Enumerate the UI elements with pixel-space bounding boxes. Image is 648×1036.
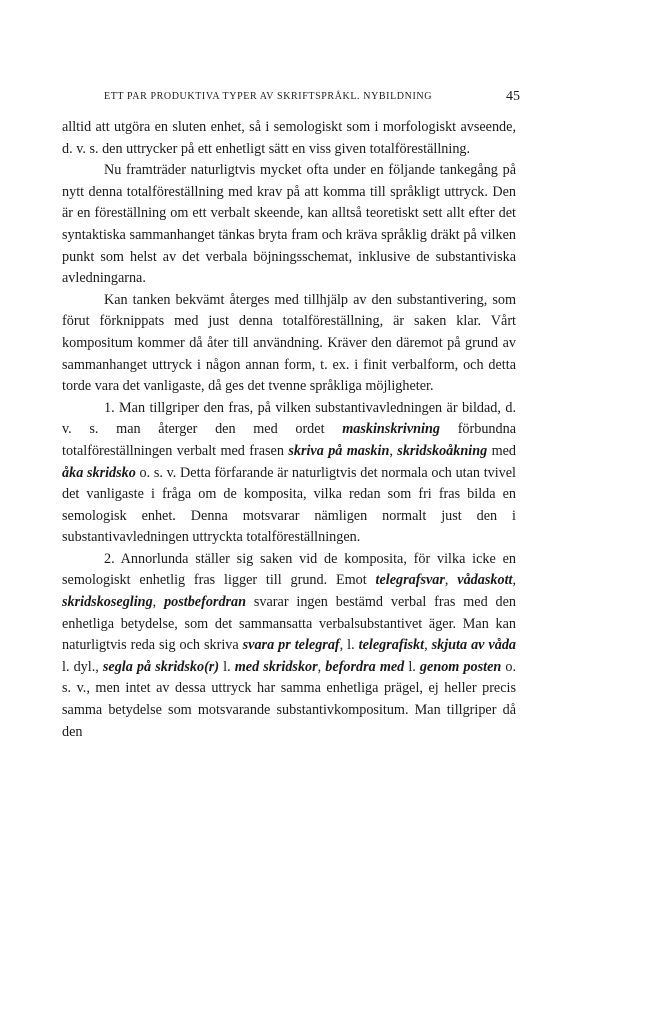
paragraph	[62, 549, 516, 743]
italic-term: skridskosegling	[62, 594, 153, 611]
text-run: l.	[219, 658, 235, 675]
text-run: med	[487, 442, 517, 459]
italic-term: åka skridsko	[62, 464, 136, 481]
italic-term: telegrafiskt	[358, 637, 425, 654]
text-run: ,	[317, 658, 326, 675]
text-run: svarar ingen bestämd verbal fras med den enhetliga betydelse, som det sammansatta verbalsubstantivet äger. Man kan naturligtvis reda sig och skriva	[62, 594, 516, 654]
italic-term: telegrafsvar	[375, 572, 445, 589]
text-run: Nu framträder naturligtvis mycket ofta under en följande tankegång på nytt denna totalföreställning med krav på att komma till språkligt uttryck. Den är en föreställning om ett verbalt skeende, kan alltså teoretiskt sett allt efter det syntaktiska sammanhanget tänkas bryta fram och kräva språklig dräkt på vilken punkt som helst av det verbala böjningsschemat, inklusive de substantiviska avledningarna.	[62, 162, 516, 287]
italic-term: maskinskrivning	[342, 421, 440, 438]
text-run: 1. Man tillgriper den fras, på vilken substantivavledningen är bildad, d. v. s. man återger den med ordet	[62, 399, 516, 438]
text-run: ,	[152, 594, 165, 611]
italic-term: postbefordran	[164, 594, 247, 611]
italic-term: svara pr telegraf	[242, 637, 340, 654]
text-run: ,	[444, 572, 458, 589]
text-run: o. s. v. Detta förfarande är naturligtvis det normala och utan tvivel det vanligaste i fråga om de komposita, vilka redan som fri fras bilda en semologisk enhet. Denna motsvarar nämligen normalt just den i substantivavledningen uttryckta totalföreställningen.	[62, 464, 517, 546]
text-run: ,	[424, 637, 432, 654]
italic-term: med skridskor	[234, 658, 318, 675]
italic-term: skriva på maskin	[288, 442, 390, 459]
italic-term: skridskoåkning	[397, 442, 488, 459]
text-run: , l.	[339, 637, 359, 654]
text-run: l.	[404, 658, 420, 675]
running-header	[104, 91, 520, 102]
italic-term: befordra med	[325, 658, 405, 675]
text-run: 2. Annorlunda ställer sig saken vid de komposita, för vilka icke en semologiskt enhetlig fras ligger till grund. Emot	[62, 550, 516, 589]
text-run: ,	[512, 572, 516, 589]
italic-term: skjuta av våda	[431, 637, 517, 654]
italic-term: segla på skridsko(r)	[102, 658, 220, 675]
running-title: ETT PAR PRODUKTIVA TYPER AV SKRIFTSPRÅKL. NYBILDNING	[104, 91, 433, 102]
italic-term: vådaskott	[457, 572, 513, 589]
paragraph	[62, 290, 516, 398]
page-number: 45	[506, 89, 520, 104]
text-run: ,	[389, 442, 398, 459]
body-text	[62, 117, 516, 743]
paragraph	[62, 160, 516, 290]
paragraph	[62, 398, 516, 549]
text-run: l. dyl.,	[62, 658, 103, 675]
text-run: förbundna totalföreställningen verbalt med frasen	[62, 421, 516, 459]
text-run: alltid att utgöra en sluten enhet, så i semologiskt som i morfologiskt avseende, d. v. s. den uttrycker på ett enhetligt sätt en viss given totalföreställning.	[62, 119, 516, 157]
paragraph	[62, 117, 516, 160]
italic-term: genom posten	[419, 658, 502, 675]
text-run: Kan tanken bekvämt återges med tillhjälp av den substantivering, som förut förknippats med just denna totalföreställning, är saken klar. Vårt kompositum kommer då åter till användning. Kräver den däremot på grund av sammanhanget uttryck i någon annan form, t. ex. i finit verbalform, och detta torde vara det vanligaste, då ges det tvenne språkliga möjligheter.	[62, 291, 516, 395]
text-run: o. s. v., men intet av dessa uttryck har samma enhetliga prägel, ej heller precis samma betydelse som motsvarande substantivkompositum. Man tillgriper då den	[62, 658, 516, 740]
